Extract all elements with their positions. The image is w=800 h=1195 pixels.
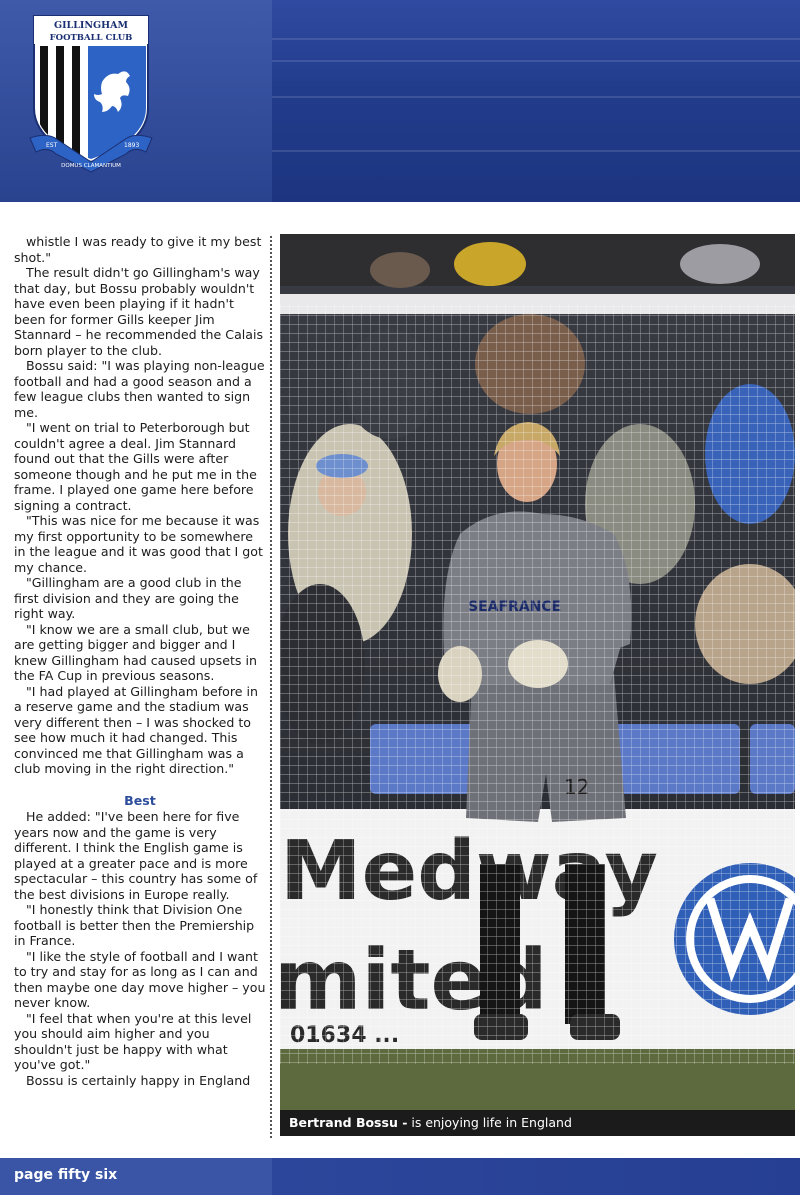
article-column — [14, 234, 266, 1140]
caption-name: Bertrand Bossu - — [289, 1115, 408, 1130]
header-stripe — [272, 150, 800, 152]
club-crest-logo — [28, 12, 154, 178]
photo-illustration — [280, 234, 795, 1136]
column-divider — [270, 236, 272, 1138]
article-paragraph: "Gillingham are a good club in the first division and they are going the right way. — [14, 575, 242, 621]
article-paragraph: Bossu is certainly happy in England — [26, 1072, 251, 1088]
article-paragraph: whistle I was ready to give it my best shot." — [14, 234, 262, 265]
article-paragraph: "I like the style of football and I want to try and stay for as long as I can and then maybe one day move higher – you never know. — [14, 948, 266, 1010]
header-stripe — [272, 38, 800, 40]
goalkeeper-photo — [280, 234, 795, 1136]
crest-est-year: 1893 — [124, 142, 140, 149]
crest-motto: DOMUS CLAMANTIUM — [61, 163, 121, 169]
article-paragraph: "I had played at Gillingham before in a reserve game and the stadium was very different then – I was shocked to see how much it had changed. This convinced me that Gillingham was a club moving in the right direction." — [14, 683, 258, 776]
article-paragraph: He added: "I've been here for five years now and the game is very different. I think the English game is played at a greater pace and is more spectacular – this country has some of the best divisions in Europe really. — [14, 809, 258, 902]
article-paragraph: The result didn't go Gillingham's way that day, but Bossu probably wouldn't have even been playing if it hadn't been for former Gills keeper Jim Stannard – he recommended the Calais born player to the club. — [14, 265, 264, 358]
article-paragraph: "I feel that when you're at this level you should aim higher and you shouldn't just be happy with what you've got." — [14, 1010, 252, 1072]
article-subheading: Best — [124, 792, 156, 808]
photo-caption — [280, 1110, 795, 1136]
article-paragraph: Bossu said: "I was playing non-league football and had a good season and a few league clubs then wanted to sign me. — [14, 358, 265, 420]
crest-est-label: EST — [46, 142, 58, 149]
crest-name-line2: FOOTBALL CLUB — [49, 33, 133, 43]
header-stripe — [272, 60, 800, 62]
article-paragraph: "I went on trial to Peterborough but couldn't agree a deal. Jim Stannard found out that the Gills were after someone though and he put me in the frame. I played one game here before signing a contract. — [14, 420, 257, 513]
caption-text: is enjoying life in England — [407, 1115, 572, 1130]
article-paragraph: "I honestly think that Division One football is better then the Premiership in France. — [14, 902, 255, 948]
crest-name-line1: GILLINGHAM — [53, 20, 129, 31]
article-paragraph: "I know we are a small club, but we are getting bigger and bigger and I knew Gillingham had caused upsets in the FA Cup in previous seasons. — [14, 621, 257, 683]
footer-band — [0, 1158, 800, 1195]
article-paragraph: "This was nice for me because it was my first opportunity to be somewhere in the league and it was good that I got my chance. — [14, 513, 263, 575]
header-stripe — [272, 96, 800, 98]
page-number-label: page fifty six — [14, 1167, 118, 1183]
header-band — [0, 0, 800, 202]
